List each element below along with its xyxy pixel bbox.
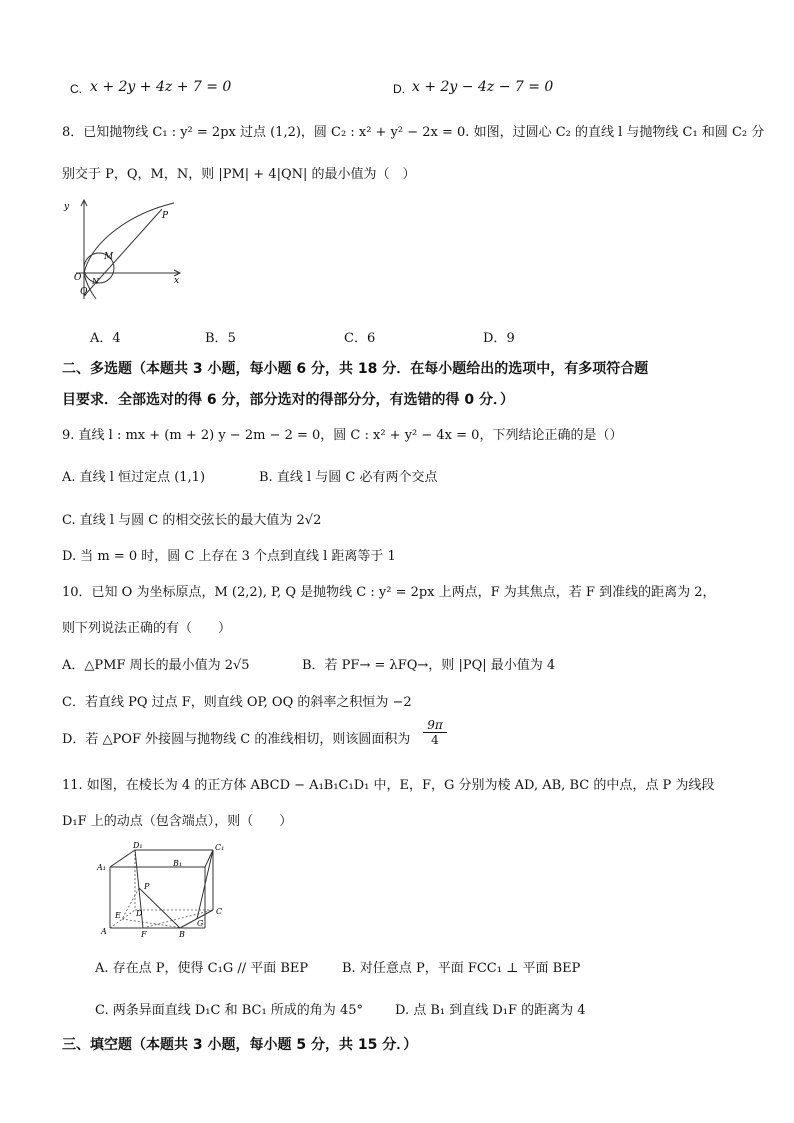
q10-option-b: B．若 PF→ = λFQ→，则 |PQ| 最小值为 4 <box>302 658 556 673</box>
q9-option-a: A. 直线 l 恒过定点 (1,1) <box>62 470 206 485</box>
q8-label-y: y <box>64 202 70 212</box>
q9-option-b: B. 直线 l 与圆 C 必有两个交点 <box>259 470 438 485</box>
cube-label-b1: B₁ <box>173 859 183 868</box>
q8-label-x: x <box>174 276 180 286</box>
q7-option-c-label: C. <box>70 82 82 96</box>
cube-label-c: C <box>216 907 223 916</box>
cube-label-p: P <box>144 882 150 891</box>
q7-option-d-text: x + 2y − 4z − 7 = 0 <box>412 79 554 95</box>
q10-stem-line2: 则下列说法正确的有（ ） <box>62 621 232 636</box>
cube-label-d: D <box>136 909 143 918</box>
q8-label-n: N <box>92 277 99 286</box>
q11-option-b: B. 对任意点 P，平面 FCC₁ ⊥ 平面 BEP <box>342 961 581 976</box>
q8-stem-line2: 别交于 P，Q，M，N，则 |PM| + 4|QN| 的最小值为（ ） <box>62 167 416 182</box>
q8-option-d: D．9 <box>483 331 515 346</box>
cube-label-e: E <box>115 911 121 920</box>
section3-heading: 三、填空题（本题共 3 小题，每小题 5 分，共 15 分．） <box>62 1037 418 1053</box>
q10-option-a: A．△PMF 周长的最小值为 2√5 <box>62 658 250 673</box>
q11-stem-line1: 11. 如图，在棱长为 4 的正方体 ABCD − A₁B₁C₁D₁ 中，E，F，G 分别为棱 AD, AB, BC 的中点，点 P 为线段 <box>62 778 715 793</box>
cube-label-b: B <box>179 930 185 938</box>
cube-edge-a1d1 <box>110 850 135 867</box>
q11-cube-figure <box>95 842 235 938</box>
q11-option-c: C. 两条异面直线 D₁C 和 BC₁ 所成的角为 45° <box>95 1003 363 1018</box>
section2-heading-line2: 目要求．全部选对的得 6 分，部分选对的得部分分，有选错的得 0 分．） <box>62 392 514 408</box>
cube-label-a: A <box>101 927 107 936</box>
section2-heading-line1: 二、多选题（本题共 3 小题，每小题 6 分，共 18 分．在每小题给出的选项中，有多项符合题 <box>62 361 649 377</box>
cube-label-g: G <box>197 919 204 928</box>
cube-label-c1: C₁ <box>215 843 225 852</box>
q7-option-c-text: x + 2y + 4z + 7 = 0 <box>90 79 232 95</box>
q8-label-m: M <box>104 252 114 262</box>
q10-fraction-denominator: 4 <box>431 733 439 747</box>
q8-label-o: O <box>74 273 82 283</box>
q9-option-d: D. 当 m = 0 时，圆 C 上存在 3 个点到直线 l 距离等于 1 <box>62 549 396 564</box>
q11-option-a: A. 存在点 P，使得 C₁G // 平面 BEP <box>95 961 309 976</box>
q10-stem-line1: 10．已知 O 为坐标原点，M (2,2), P, Q 是抛物线 C : y² = 2px 上两点，F 为其焦点，若 F 到准线的距离为 2， <box>62 585 716 600</box>
q9-stem: 9. 直线 l : mx + (m + 2) y − 2m − 2 = 0，圆 C : x² + y² − 4x = 0，下列结论正确的是（） <box>62 428 623 443</box>
q8-option-c: C．6 <box>344 331 376 346</box>
q11-option-d: D. 点 B₁ 到直线 D₁F 的距离为 4 <box>395 1003 586 1018</box>
q8-option-b: B．5 <box>205 331 236 346</box>
q10-option-d-text: D．若 △POF 外接圆与抛物线 C 的准线相切，则该圆面积为 <box>62 732 411 747</box>
cube-edge-b1c1 <box>205 850 213 867</box>
segment-pb <box>139 888 180 928</box>
cube-label-d1: D₁ <box>133 842 143 850</box>
segment-eb <box>122 919 183 928</box>
q10-option-d <box>62 728 410 747</box>
q10-option-c: C．若直线 PQ 过点 F，则直线 OP, OQ 的斜率之积恒为 −2 <box>62 695 412 710</box>
cube-label-a1: A₁ <box>97 863 106 872</box>
q9-option-c: C. 直线 l 与圆 C 的相交弦长的最大值为 2√2 <box>62 513 322 528</box>
cube-label-f: F <box>141 930 147 938</box>
q10-option-d-fraction <box>423 718 447 747</box>
q10-fraction-numerator: 9π <box>423 718 447 733</box>
q8-option-a: A．4 <box>90 331 121 346</box>
q8-label-q: Q <box>80 287 88 297</box>
q8-stem-line1: 8．已知抛物线 C₁ : y² = 2px 过点 (1,2)，圆 C₂ : x² + y² − 2x = 0. 如图，过圆心 C₂ 的直线 l 与抛物线 C₁ 和圆 C₂ 分 <box>62 125 765 140</box>
q8-figure <box>62 195 192 305</box>
q8-label-p: P <box>162 211 169 221</box>
q7-option-d-label: D. <box>393 82 405 96</box>
q11-stem-line2: D₁F 上的动点（包含端点），则（ ） <box>62 814 293 829</box>
